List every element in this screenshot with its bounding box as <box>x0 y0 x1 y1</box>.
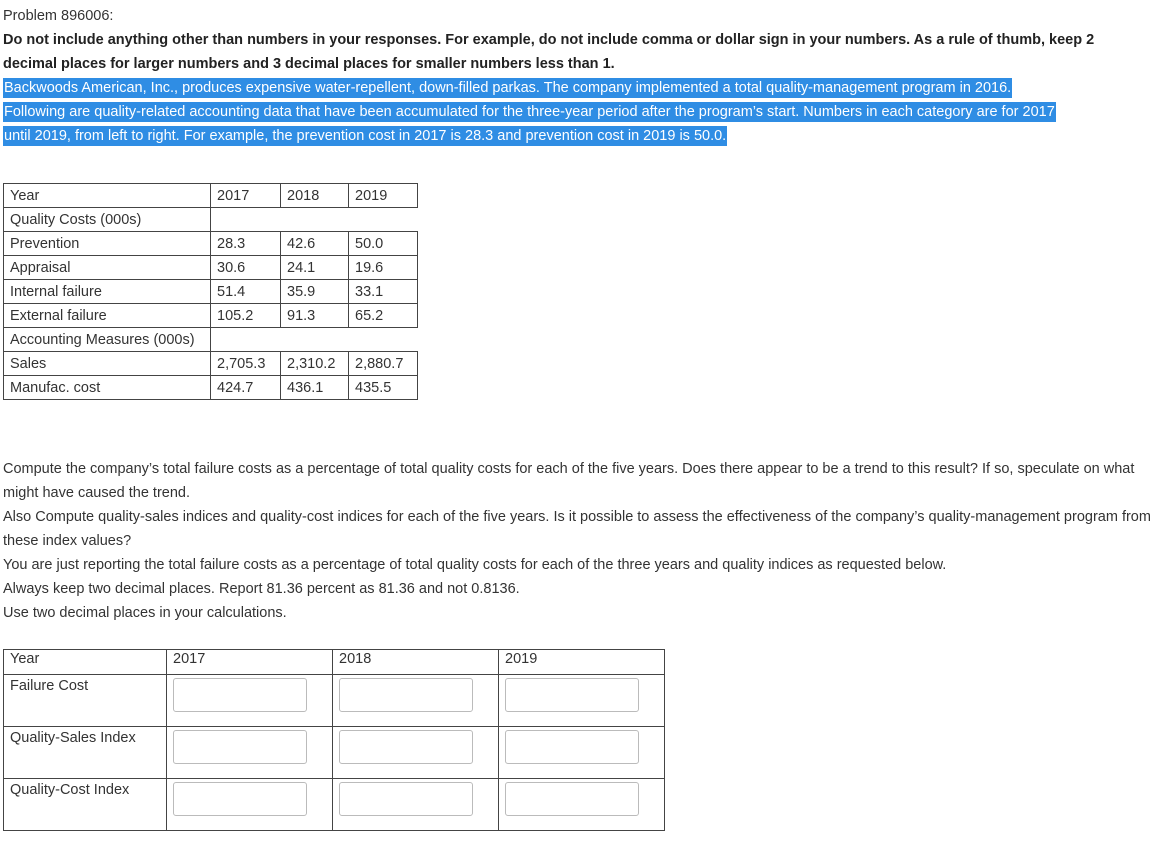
answer-row-failure-cost <box>4 675 665 727</box>
row-label: Appraisal <box>4 256 211 280</box>
quality-sales-index-2018-input[interactable] <box>339 730 473 764</box>
answer-header-2019: 2019 <box>499 650 665 675</box>
answer-cell <box>333 779 499 831</box>
header-col-2018: 2018 <box>281 184 349 208</box>
quality-sales-index-2017-input[interactable] <box>173 730 307 764</box>
header-year-label: Year <box>4 184 211 208</box>
answer-cell <box>333 727 499 779</box>
quality-cost-index-2019-input[interactable] <box>505 782 639 816</box>
answer-cell <box>499 675 665 727</box>
highlighted-text <box>3 76 1158 148</box>
cell-value: 2,705.3 <box>211 352 281 376</box>
problem-title: Problem 896006: <box>3 8 114 24</box>
quality-cost-index-2017-input[interactable] <box>173 782 307 816</box>
cell-value: 436.1 <box>281 376 349 400</box>
failure-cost-2018-input[interactable] <box>339 678 473 712</box>
instruction-line-1: Do not include anything other than numbers in your responses. For example, do not include comma or dollar sign in your numbers. As a rule of thumb, keep 2 <box>3 32 1095 48</box>
cell-value: 30.6 <box>211 256 281 280</box>
table-row <box>4 352 418 376</box>
answer-row-label: Quality-Cost Index <box>4 779 167 831</box>
table-row <box>4 328 418 352</box>
table-row <box>4 304 418 328</box>
question-paragraph-1: Compute the company’s total failure costs as a percentage of total quality costs for each of the five years. Does there appear to be a trend to this result? If so, speculate on what might have caused the trend. <box>3 461 1135 501</box>
cell-value: 65.2 <box>349 304 418 328</box>
quality-sales-index-2019-input[interactable] <box>505 730 639 764</box>
answer-cell <box>499 779 665 831</box>
cell-value: 19.6 <box>349 256 418 280</box>
answer-cell <box>167 727 333 779</box>
question-paragraph-2: Also Compute quality-sales indices and quality-cost indices for each of the five years. Is it possible to assess the effectiveness of the company’s quality-management program from these index values? <box>3 509 1151 549</box>
answer-cell <box>167 779 333 831</box>
table-row <box>4 208 418 232</box>
highlight-line-1: Backwoods American, Inc., produces expensive water-repellent, down-filled parkas. The company implemented a total quality-management program in 2016. <box>4 80 1012 96</box>
question-text <box>3 457 1155 625</box>
row-label: Sales <box>4 352 211 376</box>
table-row <box>4 280 418 304</box>
instruction-line-2: decimal places for larger numbers and 3 decimal places for smaller numbers less than 1. <box>3 56 615 72</box>
cell-value: 50.0 <box>349 232 418 256</box>
highlight-line-3: until 2019, from left to right. For example, the prevention cost in 2017 is 28.3 and prevention cost in 2019 is 50.0. <box>4 128 727 144</box>
cell-value: 91.3 <box>281 304 349 328</box>
problem-page <box>0 0 1158 148</box>
cell-value: 435.5 <box>349 376 418 400</box>
cell-value: 105.2 <box>211 304 281 328</box>
cell-value: 33.1 <box>349 280 418 304</box>
highlight-line-2: Following are quality-related accounting data that have been accumulated for the three-year period after the program’s start. Numbers in each category are for 2017 <box>4 104 1055 120</box>
question-paragraph-5: Use two decimal places in your calculations. <box>3 605 287 621</box>
answer-header-row <box>4 650 665 675</box>
answer-cell <box>167 675 333 727</box>
answer-header-2018: 2018 <box>333 650 499 675</box>
answer-header-year: Year <box>4 650 167 675</box>
row-label: Prevention <box>4 232 211 256</box>
question-paragraph-4: Always keep two decimal places. Report 81.36 percent as 81.36 and not 0.8136. <box>3 581 520 597</box>
quality-cost-index-2018-input[interactable] <box>339 782 473 816</box>
answer-row-quality-sales-index <box>4 727 665 779</box>
row-label: External failure <box>4 304 211 328</box>
cell-value: 2,310.2 <box>281 352 349 376</box>
question-paragraph-3: You are just reporting the total failure costs as a percentage of total quality costs for each of the three years and quality indices as requested below. <box>3 557 947 573</box>
answer-table <box>3 649 665 831</box>
cell-value: 424.7 <box>211 376 281 400</box>
failure-cost-2017-input[interactable] <box>173 678 307 712</box>
cell-value: 35.9 <box>281 280 349 304</box>
header-col-2019: 2019 <box>349 184 418 208</box>
row-label: Accounting Measures (000s) <box>4 328 211 352</box>
answer-row-label: Failure Cost <box>4 675 167 727</box>
cell-value: 24.1 <box>281 256 349 280</box>
empty-cell <box>211 208 418 232</box>
row-label: Internal failure <box>4 280 211 304</box>
header-col-2017: 2017 <box>211 184 281 208</box>
table-header-row <box>4 184 418 208</box>
table-row <box>4 256 418 280</box>
table-row <box>4 232 418 256</box>
cell-value: 42.6 <box>281 232 349 256</box>
quality-data-table <box>3 183 418 400</box>
answer-row-quality-cost-index <box>4 779 665 831</box>
failure-cost-2019-input[interactable] <box>505 678 639 712</box>
answer-cell <box>333 675 499 727</box>
answer-row-label: Quality-Sales Index <box>4 727 167 779</box>
answer-cell <box>499 727 665 779</box>
cell-value: 51.4 <box>211 280 281 304</box>
table-row <box>4 376 418 400</box>
empty-cell <box>211 328 418 352</box>
row-label: Manufac. cost <box>4 376 211 400</box>
row-label: Quality Costs (000s) <box>4 208 211 232</box>
cell-value: 2,880.7 <box>349 352 418 376</box>
answer-header-2017: 2017 <box>167 650 333 675</box>
cell-value: 28.3 <box>211 232 281 256</box>
